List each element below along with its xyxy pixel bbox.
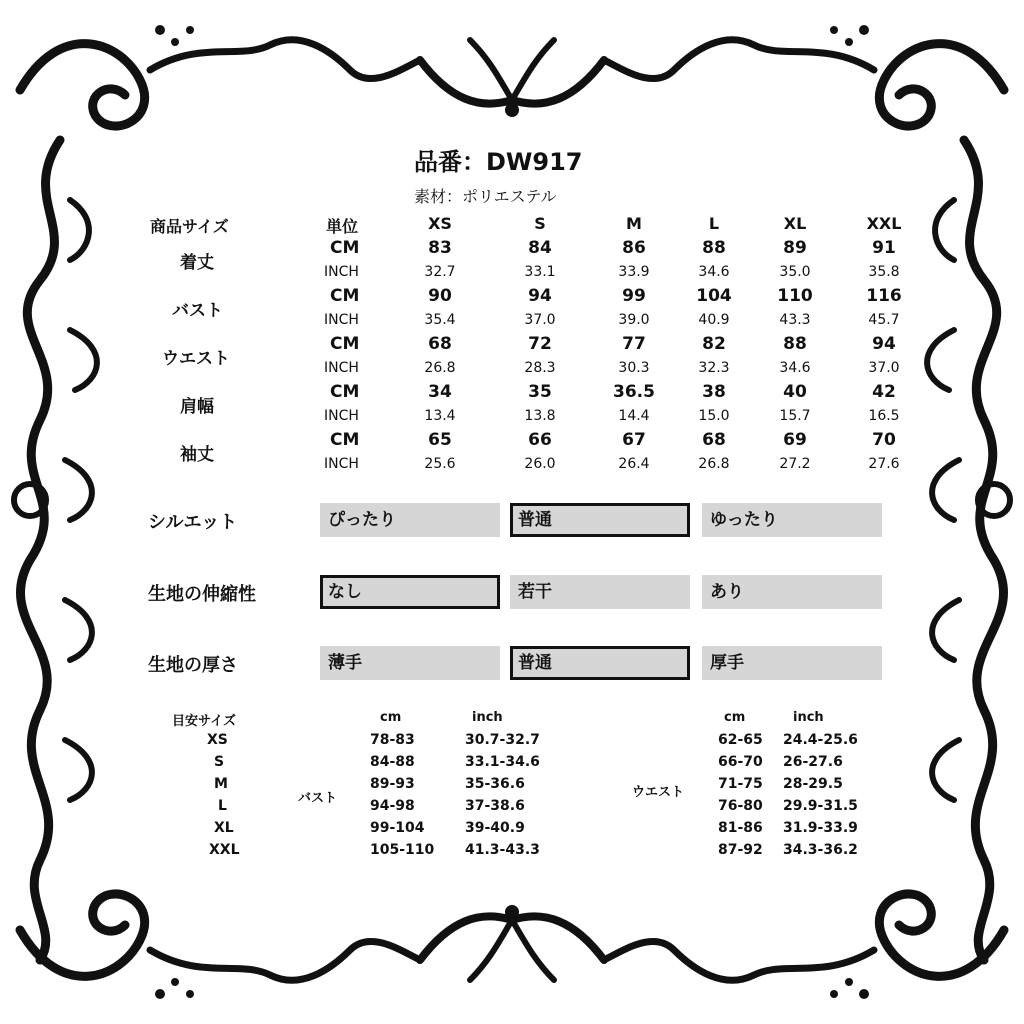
inch-value: 32.3 [698,360,730,376]
row-label: 着丈 [180,253,214,273]
cm-value: 116 [866,286,902,306]
guide-waist-inch-header: inch [793,710,824,725]
frame-left-leaves [65,200,97,800]
unit-inch: INCH [324,456,359,472]
size-header-l: L [708,214,720,233]
size-header-m: M [626,214,642,233]
frame-top-center-leaf [470,40,554,100]
inch-value: 37.0 [868,360,900,376]
guide-bust-cm: 94-98 [370,798,415,814]
cm-value: 42 [872,382,896,402]
cm-value: 38 [702,382,726,402]
product-number-title: 品番：DW917 [414,148,583,176]
guide-bust-inch: 30.7-32.7 [465,732,540,748]
inch-value: 32.7 [424,264,456,280]
guide-bust-cm: 78-83 [370,732,415,748]
guide-waist-inch: 28-29.5 [783,776,843,792]
guide-waist-label: ウエスト [632,785,685,800]
guide-bust-cm: 89-93 [370,776,415,792]
size-header-s: S [534,214,546,233]
guide-waist-inch: 29.9-31.5 [783,798,858,814]
frame-bottom-center-leaf [470,920,554,980]
inch-value: 13.4 [424,408,456,424]
cm-value: 40 [783,382,807,402]
guide-bust-label: バスト [298,791,338,806]
unit-cm: CM [330,334,360,354]
inch-value: 27.6 [868,456,900,472]
frame-top-scroll [20,44,145,126]
inch-value: 30.3 [618,360,650,376]
inch-value: 37.0 [524,312,556,328]
frame-bottom-scroll-2 [150,941,420,980]
cm-value: 94 [872,334,896,354]
frame-right-scroll [964,140,1004,960]
inch-value: 34.6 [779,360,811,376]
inch-value: 35.0 [779,264,811,280]
cm-value: 86 [622,238,646,258]
cm-value: 84 [528,238,552,258]
cm-value: 35 [528,382,552,402]
inch-value: 27.2 [779,456,811,472]
row-label: バスト [172,301,223,321]
inch-value: 43.3 [779,312,811,328]
cm-value: 68 [702,430,726,450]
attribute-option: 普通 [510,646,690,680]
cm-value: 34 [428,382,452,402]
guide-size: M [214,776,228,792]
cm-value: 88 [783,334,807,354]
guide-waist-cm: 87-92 [718,842,763,858]
guide-size: L [218,798,227,814]
cm-value: 69 [783,430,807,450]
inch-value: 35.4 [424,312,456,328]
guide-bust-inch: 35-36.6 [465,776,525,792]
inch-value: 28.3 [524,360,556,376]
guide-waist-cm: 71-75 [718,776,763,792]
size-header-xxl: XXL [866,214,902,233]
inch-value: 25.6 [424,456,456,472]
row-label: 袖丈 [180,445,214,465]
cm-value: 67 [622,430,646,450]
frame-bottom-scroll-3 [604,941,874,980]
attribute-label: シルエット [148,512,238,533]
frame-top-scroll-3 [604,40,874,79]
cm-value: 77 [622,334,646,354]
cm-value: 66 [528,430,552,450]
cm-value: 91 [872,238,896,258]
cm-value: 68 [428,334,452,354]
cm-value: 36.5 [613,382,655,402]
cm-value: 110 [777,286,813,306]
size-header-xl: XL [783,214,807,233]
cm-value: 99 [622,286,646,306]
inch-value: 15.7 [779,408,811,424]
guide-bust-cm: 99-104 [370,820,425,836]
inch-value: 34.6 [698,264,730,280]
unit-inch: INCH [324,264,359,280]
attribute-option: あり [702,575,882,609]
cm-value: 104 [696,286,732,306]
guide-waist-cm: 76-80 [718,798,763,814]
guide-size: XS [207,732,228,748]
unit-inch: INCH [324,312,359,328]
guide-bust-inch: 33.1-34.6 [465,754,540,770]
guide-waist-cm: 66-70 [718,754,763,770]
guide-waist-cm-header: cm [724,710,746,725]
guide-size: S [214,754,225,770]
inch-value: 35.8 [868,264,900,280]
attribute-option: なし [320,575,500,609]
inch-value: 26.8 [698,456,730,472]
inch-value: 16.5 [868,408,900,424]
guide-size: XL [214,820,234,836]
inch-value: 13.8 [524,408,556,424]
inch-value: 26.4 [618,456,650,472]
frame-top-scroll-2 [150,40,420,79]
unit-cm: CM [330,286,360,306]
guide-bust-cm: 84-88 [370,754,415,770]
unit-inch: INCH [324,408,359,424]
frame-top-right-scroll [879,44,1004,126]
inch-value: 33.1 [524,264,556,280]
guide-waist-cm: 62-65 [718,732,763,748]
attribute-option: 薄手 [320,646,500,680]
cm-value: 89 [783,238,807,258]
guide-bust-inch: 39-40.9 [465,820,525,836]
guide-waist-cm: 81-86 [718,820,763,836]
unit-cm: CM [330,430,360,450]
unit-header-label: 単位 [326,217,359,236]
inch-value: 33.9 [618,264,650,280]
cm-value: 82 [702,334,726,354]
inch-value: 45.7 [868,312,900,328]
guide-waist-inch: 24.4-25.6 [783,732,858,748]
guide-waist-inch: 26-27.6 [783,754,843,770]
unit-cm: CM [330,238,360,258]
unit-cm: CM [330,382,360,402]
cm-value: 70 [872,430,896,450]
inch-value: 26.8 [424,360,456,376]
attribute-label: 生地の厚さ [148,655,238,676]
attribute-option: ぴったり [320,503,500,537]
guide-bust-inch: 37-38.6 [465,798,525,814]
row-label: 肩幅 [180,397,214,417]
guide-waist-inch: 34.3-36.2 [783,842,858,858]
size-header-xs: XS [428,214,452,233]
unit-inch: INCH [324,360,359,376]
frame-right-leaves [927,200,959,800]
attribute-option: ゆったり [702,503,882,537]
guide-bust-inch-header: inch [472,710,503,725]
guide-size: XXL [209,842,240,858]
cm-value: 83 [428,238,452,258]
inch-value: 26.0 [524,456,556,472]
attribute-option: 厚手 [702,646,882,680]
inch-value: 40.9 [698,312,730,328]
guide-bust-cm: 105-110 [370,842,435,858]
attribute-label: 生地の伸縮性 [148,584,256,605]
attribute-option: 普通 [510,503,690,537]
cm-value: 90 [428,286,452,306]
cm-value: 72 [528,334,552,354]
guide-header: 目安サイズ [172,714,236,729]
row-label: ウエスト [162,349,230,369]
material-label: 素材：ポリエステル [414,187,557,206]
inch-value: 39.0 [618,312,650,328]
guide-bust-inch: 41.3-43.3 [465,842,540,858]
inch-value: 15.0 [698,408,730,424]
cm-value: 94 [528,286,552,306]
attribute-option: 若干 [510,575,690,609]
inch-value: 14.4 [618,408,650,424]
guide-bust-cm-header: cm [380,710,402,725]
cm-value: 88 [702,238,726,258]
cm-value: 65 [428,430,452,450]
size-table-header-label: 商品サイズ [150,217,229,236]
guide-waist-inch: 31.9-33.9 [783,820,858,836]
frame-left-scroll [20,140,60,960]
